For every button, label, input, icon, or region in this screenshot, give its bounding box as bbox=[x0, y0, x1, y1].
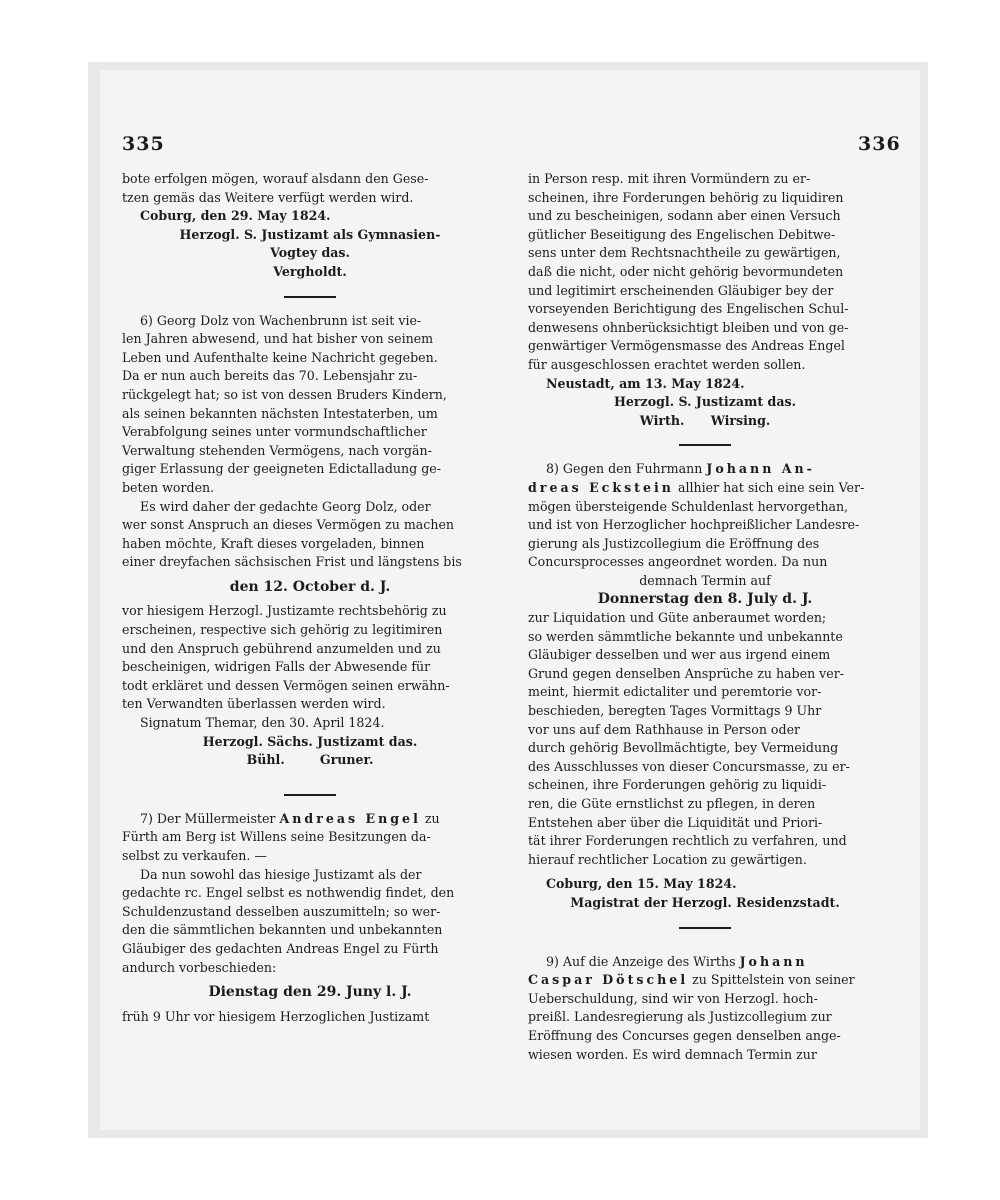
text-line: beschieden, beregten Tages Vormittags 9 Uhr bbox=[528, 703, 822, 719]
text-line: Schuldenzustand desselben auszumitteln; so wer- bbox=[122, 903, 441, 919]
text-line: hierauf rechtlicher Location zu gewärtigen. bbox=[528, 851, 807, 867]
text-line: Concursprocesses angeordnet worden. Da nun bbox=[528, 554, 828, 570]
text-line: Eröffnung des Concurses gegen denselben ange- bbox=[528, 1027, 841, 1043]
coburg-signature: Vergholdt. bbox=[273, 263, 347, 279]
text-line bbox=[528, 953, 882, 972]
text-line: Ueberschuldung, sind wir von Herzogl. hoch- bbox=[528, 990, 818, 1006]
notice-9 bbox=[528, 953, 882, 1065]
text-line: als seinen bekannten nächsten Intestaterben, um bbox=[122, 405, 438, 421]
notice-8-authority: Magistrat der Herzogl. Residenzstadt. bbox=[570, 894, 840, 910]
coburg-authority-line: Vogtey das. bbox=[270, 245, 350, 261]
left-column bbox=[122, 170, 498, 1026]
text-line: beten worden. bbox=[122, 479, 215, 495]
text-line: vor uns auf dem Rathhause in Person oder bbox=[528, 721, 801, 737]
text-line: preißl. Landesregierung als Justizcollegium zur bbox=[528, 1009, 832, 1025]
text-line: den die sämmtlichen bekannten und unbekannten bbox=[122, 922, 443, 938]
text-line: demnach Termin auf bbox=[639, 572, 771, 588]
notice-6 bbox=[122, 312, 498, 770]
text-line: und legitimirt erscheinenden Gläubiger bey der bbox=[528, 282, 834, 298]
text-line: Fürth am Berg ist Willens seine Besitzungen da- bbox=[122, 829, 431, 845]
text-line: daß die nicht, oder nicht gehörig bevormundeten bbox=[528, 263, 844, 279]
text-line: todt erkläret und dessen Vermögen seinen erwähn- bbox=[122, 677, 450, 693]
text-line: Verabfolgung seines unter vormundschaftlicher bbox=[122, 424, 427, 440]
text-line bbox=[122, 810, 498, 829]
text-line: gütlicher Beseitigung des Engelischen Debitwe- bbox=[528, 226, 836, 242]
text-line: Grund gegen denselben Ansprüche zu haben ver- bbox=[528, 665, 845, 681]
right-column bbox=[528, 170, 882, 1064]
person-name: Caspar Dötschel bbox=[528, 972, 689, 988]
text-line: Leben und Aufenthalte keine Nachricht gegeben. bbox=[122, 349, 438, 365]
person-name: Johann An- bbox=[706, 461, 815, 477]
notice-8-place: Coburg, den 15. May 1824. bbox=[546, 876, 737, 892]
page-number-right: 336 bbox=[858, 133, 901, 155]
text-line bbox=[528, 971, 882, 990]
text-line: Entstehen aber über die Liquidität und Priori- bbox=[528, 814, 823, 830]
text-line: giger Erlassung der geeigneten Edictalladung ge- bbox=[122, 461, 441, 477]
text-line: für ausgeschlossen erachtet werden sollen. bbox=[528, 356, 806, 372]
text-line: früh 9 Uhr vor hiesigem Herzoglichen Justizamt bbox=[122, 1008, 430, 1024]
text-line: andurch vorbeschieden: bbox=[122, 959, 277, 975]
text-span: zu bbox=[424, 810, 440, 826]
text-line: ten Verwandten überlassen werden wird. bbox=[122, 696, 386, 712]
text-line: haben möchte, Kraft dieses vorgeladen, binnen bbox=[122, 535, 425, 551]
signature: Wirth. bbox=[639, 412, 685, 428]
text-line: erscheinen, respective sich gehörig zu legitimiren bbox=[122, 622, 443, 638]
text-line: tzen gemäs das Weitere verfügt werden wird. bbox=[122, 189, 414, 205]
text-line: gierung als Justizcollegium die Eröffnung des bbox=[528, 535, 820, 551]
neustadt-signatures bbox=[528, 412, 882, 431]
text-line: genwärtiger Vermögensmasse des Andreas Engel bbox=[528, 338, 845, 354]
text-line: wiesen worden. Es wird demnach Termin zur bbox=[528, 1046, 817, 1062]
text-line: und ist von Herzoglicher hochpreißlicher Landesre- bbox=[528, 517, 860, 533]
text-span: 9) Auf die Anzeige des Wirths bbox=[546, 953, 736, 969]
text-line: einer dreyfachen sächsischen Frist und längstens bis bbox=[122, 554, 462, 570]
text-line: denwesens ohnberücksichtigt bleiben und von ge- bbox=[528, 319, 849, 335]
notice-7-date: Dienstag den 29. Juny l. J. bbox=[208, 984, 412, 1001]
person-name: dreas Eckstein bbox=[528, 479, 674, 495]
neustadt-authority: Herzogl. S. Justizamt das. bbox=[614, 394, 796, 410]
intro-paragraph bbox=[122, 170, 498, 207]
notice-7 bbox=[122, 810, 498, 1027]
text-line: durch gehörig Bevollmächtigte, bey Vermeidung bbox=[528, 740, 839, 756]
text-line: Da nun sowohl das hiesige Justizamt als der bbox=[140, 866, 422, 882]
signature: Wirsing. bbox=[710, 412, 771, 428]
notice-6-date: den 12. October d. J. bbox=[229, 578, 391, 595]
text-line: des Ausschlusses von dieser Concursmasse, zu er- bbox=[528, 758, 850, 774]
text-line: Gläubiger desselben und wer aus irgend einem bbox=[528, 647, 831, 663]
text-line: zur Liquidation und Güte anberaumet worden; bbox=[528, 610, 827, 626]
text-line: in Person resp. mit ihren Vormündern zu er- bbox=[528, 171, 811, 186]
text-line: ren, die Güte ernstlichst zu pflegen, in deren bbox=[528, 796, 816, 811]
text-line: wer sonst Anspruch an dieses Vermögen zu machen bbox=[122, 517, 455, 533]
text-line bbox=[528, 460, 882, 479]
text-line: so werden sämmtliche bekannte und unbekannte bbox=[528, 628, 843, 644]
text-line: scheinen, ihre Forderungen gehörig zu liquidi- bbox=[528, 777, 827, 793]
text-line: Da er nun auch bereits das 70. Lebensjahr zu- bbox=[122, 368, 418, 384]
signature: Gruner. bbox=[319, 752, 374, 768]
text-line: gedachte rc. Engel selbst es nothwendig findet, den bbox=[122, 885, 455, 901]
text-line: mögen übersteigende Schuldenlast hervorgethan, bbox=[528, 498, 849, 514]
text-span: zu Spittelstein von seiner bbox=[692, 972, 855, 988]
text-span: allhier hat sich eine sein Ver- bbox=[677, 479, 865, 495]
text-line: und zu bescheinigen, sodann aber einen Versuch bbox=[528, 208, 841, 224]
text-line: Es wird daher der gedachte Georg Dolz, oder bbox=[140, 498, 431, 514]
text-line: bescheinigen, widrigen Falls der Abwesende für bbox=[122, 659, 431, 675]
person-name: Johann bbox=[739, 953, 808, 969]
person-name: Andreas Engel bbox=[279, 810, 421, 826]
notice-8 bbox=[528, 460, 882, 912]
text-line: Gläubiger des gedachten Andreas Engel zu Fürth bbox=[122, 940, 439, 956]
text-line bbox=[528, 479, 882, 498]
text-line: selbst zu verkaufen. — bbox=[122, 848, 267, 863]
coburg-date: Coburg, den 29. May 1824. bbox=[140, 208, 331, 224]
text-line: und den Anspruch gebührend anzumelden und zu bbox=[122, 640, 441, 656]
notice-6-authority: Herzogl. Sächs. Justizamt das. bbox=[202, 733, 418, 749]
text-line: Verwaltung stehenden Vermögens, nach vorgän- bbox=[122, 442, 432, 458]
text-line: sens unter dem Rechtsnachtheile zu gewärtigen, bbox=[528, 245, 841, 261]
text-span: 8) Gegen den Fuhrmann bbox=[546, 461, 703, 477]
text-line: 6) Georg Dolz von Wachenbrunn ist seit vie- bbox=[140, 312, 422, 328]
signature: Bühl. bbox=[246, 752, 285, 768]
page-number-left: 335 bbox=[122, 133, 165, 155]
text-line: meint, hiermit edictaliter und peremtorie vor- bbox=[528, 684, 822, 700]
text-line: bote erfolgen mögen, worauf alsdann den Gese- bbox=[122, 171, 429, 186]
text-line: scheinen, ihre Forderungen behörig zu liquidiren bbox=[528, 189, 844, 205]
notice-7-continuation bbox=[528, 170, 882, 375]
text-line: rückgelegt hat; so ist von dessen Bruders Kindern, bbox=[122, 386, 447, 402]
notice-8-date: Donnerstag den 8. July d. J. bbox=[597, 591, 813, 608]
notice-6-signatures bbox=[122, 751, 498, 770]
neustadt-date: Neustadt, am 13. May 1824. bbox=[546, 375, 745, 391]
notice-6-place: Signatum Themar, den 30. April 1824. bbox=[140, 715, 385, 731]
text-line: vorseyenden Berichtigung des Engelischen Schul- bbox=[528, 301, 849, 317]
text-line: vor hiesigem Herzogl. Justizamte rechtsbehörig zu bbox=[122, 603, 447, 619]
text-line: len Jahren abwesend, und hat bisher von seinem bbox=[122, 331, 434, 347]
coburg-authority-line: Herzogl. S. Justizamt als Gymnasien- bbox=[179, 226, 441, 242]
text-span: 7) Der Müllermeister bbox=[140, 810, 276, 826]
text-line: tät ihrer Forderungen rechtlich zu verfahren, und bbox=[528, 833, 847, 849]
